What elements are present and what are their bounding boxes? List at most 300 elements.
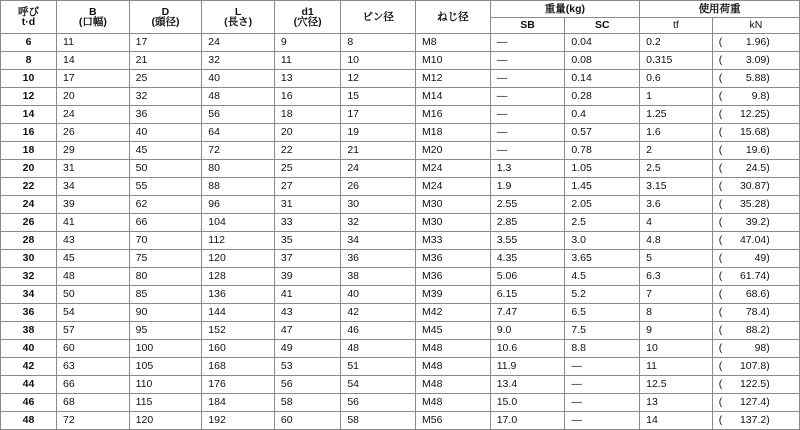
cell-size: 18 xyxy=(1,142,57,160)
cell-tf: 13 xyxy=(640,394,713,412)
table-row xyxy=(1,142,800,160)
cell-d1: 43 xyxy=(274,304,340,322)
cell-sc: 3.65 xyxy=(565,250,640,268)
cell-size: 38 xyxy=(1,322,57,340)
cell-d1: 16 xyxy=(274,88,340,106)
cell-d1: 37 xyxy=(274,250,340,268)
header-kn: kN xyxy=(712,18,799,34)
kn-value: 5.88 xyxy=(745,72,767,85)
cell-sb: 13.4 xyxy=(490,376,565,394)
cell-kn: ( 30.87) xyxy=(712,178,799,196)
cell-l: 48 xyxy=(202,88,275,106)
cell-thread: M39 xyxy=(416,286,491,304)
cell-l: 72 xyxy=(202,142,275,160)
cell-sc: 5.2 xyxy=(565,286,640,304)
cell-pin: 32 xyxy=(341,214,416,232)
cell-sb: 2.85 xyxy=(490,214,565,232)
cell-d1: 22 xyxy=(274,142,340,160)
cell-l: 176 xyxy=(202,376,275,394)
cell-d: 36 xyxy=(129,106,202,124)
cell-b: 41 xyxy=(57,214,130,232)
cell-l: 184 xyxy=(202,394,275,412)
cell-kn: ( 98) xyxy=(712,340,799,358)
cell-pin: 15 xyxy=(341,88,416,106)
cell-b: 34 xyxy=(57,178,130,196)
kn-value: 61.74 xyxy=(739,270,767,283)
cell-sc: 0.14 xyxy=(565,70,640,88)
cell-b: 50 xyxy=(57,286,130,304)
cell-d: 75 xyxy=(129,250,202,268)
cell-kn: ( 61.74) xyxy=(712,268,799,286)
cell-pin: 17 xyxy=(341,106,416,124)
cell-d1: 11 xyxy=(274,52,340,70)
cell-b: 66 xyxy=(57,376,130,394)
table-row xyxy=(1,124,800,142)
cell-sc: — xyxy=(565,376,640,394)
cell-tf: 1.6 xyxy=(640,124,713,142)
cell-sc: — xyxy=(565,412,640,430)
cell-sb: 4.35 xyxy=(490,250,565,268)
cell-sb: — xyxy=(490,88,565,106)
cell-b: 24 xyxy=(57,106,130,124)
header-d1-line1: d1 xyxy=(301,5,314,18)
cell-b: 14 xyxy=(57,52,130,70)
cell-sc: — xyxy=(565,394,640,412)
cell-size: 12 xyxy=(1,88,57,106)
cell-sc: — xyxy=(565,358,640,376)
kn-value: 1.96 xyxy=(745,36,767,49)
cell-pin: 10 xyxy=(341,52,416,70)
kn-value: 3.09 xyxy=(745,54,767,67)
cell-size: 26 xyxy=(1,214,57,232)
cell-d1: 47 xyxy=(274,322,340,340)
cell-l: 144 xyxy=(202,304,275,322)
header-size-line1: 呼び xyxy=(18,5,40,18)
cell-tf: 3.6 xyxy=(640,196,713,214)
cell-thread: M48 xyxy=(416,358,491,376)
cell-b: 17 xyxy=(57,70,130,88)
kn-value: 15.68 xyxy=(739,126,767,139)
cell-tf: 2.5 xyxy=(640,160,713,178)
cell-kn: ( 19.6) xyxy=(712,142,799,160)
cell-sb: — xyxy=(490,70,565,88)
cell-d1: 33 xyxy=(274,214,340,232)
cell-thread: M24 xyxy=(416,178,491,196)
cell-d1: 13 xyxy=(274,70,340,88)
cell-kn: ( 9.8) xyxy=(712,88,799,106)
cell-kn: ( 107.8) xyxy=(712,358,799,376)
table-row xyxy=(1,106,800,124)
table-header xyxy=(1,1,800,34)
cell-pin: 26 xyxy=(341,178,416,196)
kn-value: 107.8 xyxy=(739,360,767,373)
cell-thread: M30 xyxy=(416,214,491,232)
cell-tf: 5 xyxy=(640,250,713,268)
cell-pin: 46 xyxy=(341,322,416,340)
header-size-line2: t·d xyxy=(21,16,36,28)
header-tf: tf xyxy=(640,18,713,34)
cell-b: 43 xyxy=(57,232,130,250)
cell-b: 45 xyxy=(57,250,130,268)
header-l xyxy=(202,1,275,34)
kn-value: 122.5 xyxy=(739,378,767,391)
cell-tf: 10 xyxy=(640,340,713,358)
cell-tf: 1 xyxy=(640,88,713,106)
cell-kn: ( 137.2) xyxy=(712,412,799,430)
cell-tf: 8 xyxy=(640,304,713,322)
cell-tf: 0.6 xyxy=(640,70,713,88)
cell-size: 10 xyxy=(1,70,57,88)
header-d1-line2: (穴径) xyxy=(293,16,322,28)
cell-size: 6 xyxy=(1,34,57,52)
cell-d1: 9 xyxy=(274,34,340,52)
cell-l: 88 xyxy=(202,178,275,196)
cell-size: 32 xyxy=(1,268,57,286)
cell-kn: ( 49) xyxy=(712,250,799,268)
cell-size: 14 xyxy=(1,106,57,124)
cell-thread: M56 xyxy=(416,412,491,430)
kn-value: 39.2 xyxy=(745,216,767,229)
cell-sc: 0.04 xyxy=(565,34,640,52)
cell-sb: 11.9 xyxy=(490,358,565,376)
cell-d: 70 xyxy=(129,232,202,250)
cell-d: 95 xyxy=(129,322,202,340)
cell-kn: ( 3.09) xyxy=(712,52,799,70)
cell-sb: — xyxy=(490,106,565,124)
cell-pin: 34 xyxy=(341,232,416,250)
cell-tf: 7 xyxy=(640,286,713,304)
cell-sb: 1.9 xyxy=(490,178,565,196)
cell-d1: 58 xyxy=(274,394,340,412)
cell-d: 115 xyxy=(129,394,202,412)
cell-pin: 48 xyxy=(341,340,416,358)
cell-sc: 0.08 xyxy=(565,52,640,70)
cell-b: 63 xyxy=(57,358,130,376)
header-thread: ねじ径 xyxy=(416,1,491,34)
table-row xyxy=(1,304,800,322)
cell-pin: 12 xyxy=(341,70,416,88)
cell-tf: 11 xyxy=(640,358,713,376)
cell-kn: ( 24.5) xyxy=(712,160,799,178)
cell-tf: 4.8 xyxy=(640,232,713,250)
table-row xyxy=(1,214,800,232)
cell-d: 17 xyxy=(129,34,202,52)
cell-l: 64 xyxy=(202,124,275,142)
cell-thread: M8 xyxy=(416,34,491,52)
cell-sb: 1.3 xyxy=(490,160,565,178)
cell-kn: ( 122.5) xyxy=(712,376,799,394)
cell-sb: — xyxy=(490,124,565,142)
table-row xyxy=(1,250,800,268)
cell-thread: M48 xyxy=(416,340,491,358)
cell-l: 40 xyxy=(202,70,275,88)
cell-kn: ( 68.6) xyxy=(712,286,799,304)
cell-sb: 7.47 xyxy=(490,304,565,322)
cell-sb: — xyxy=(490,34,565,52)
cell-sc: 2.05 xyxy=(565,196,640,214)
cell-pin: 38 xyxy=(341,268,416,286)
cell-size: 44 xyxy=(1,376,57,394)
cell-tf: 14 xyxy=(640,412,713,430)
header-sc: SC xyxy=(565,18,640,34)
cell-sb: 3.55 xyxy=(490,232,565,250)
cell-sb: — xyxy=(490,52,565,70)
cell-size: 40 xyxy=(1,340,57,358)
header-sb: SB xyxy=(490,18,565,34)
cell-d: 85 xyxy=(129,286,202,304)
cell-tf: 12.5 xyxy=(640,376,713,394)
cell-d: 105 xyxy=(129,358,202,376)
cell-kn: ( 47.04) xyxy=(712,232,799,250)
cell-pin: 42 xyxy=(341,304,416,322)
cell-sb: 15.0 xyxy=(490,394,565,412)
cell-thread: M36 xyxy=(416,268,491,286)
header-d xyxy=(129,1,202,34)
kn-value: 35.28 xyxy=(739,198,767,211)
cell-d1: 35 xyxy=(274,232,340,250)
cell-b: 68 xyxy=(57,394,130,412)
table-row xyxy=(1,160,800,178)
cell-kn: ( 15.68) xyxy=(712,124,799,142)
cell-sb: 17.0 xyxy=(490,412,565,430)
cell-d1: 39 xyxy=(274,268,340,286)
table-row xyxy=(1,340,800,358)
cell-pin: 36 xyxy=(341,250,416,268)
cell-thread: M42 xyxy=(416,304,491,322)
cell-d: 100 xyxy=(129,340,202,358)
cell-l: 112 xyxy=(202,232,275,250)
cell-kn: ( 78.4) xyxy=(712,304,799,322)
cell-b: 20 xyxy=(57,88,130,106)
cell-size: 28 xyxy=(1,232,57,250)
cell-sc: 0.28 xyxy=(565,88,640,106)
cell-d1: 20 xyxy=(274,124,340,142)
cell-tf: 0.315 xyxy=(640,52,713,70)
table-row xyxy=(1,322,800,340)
cell-d: 110 xyxy=(129,376,202,394)
cell-l: 160 xyxy=(202,340,275,358)
table-row xyxy=(1,286,800,304)
header-l-line1: L xyxy=(234,5,242,18)
cell-l: 32 xyxy=(202,52,275,70)
cell-d: 55 xyxy=(129,178,202,196)
cell-sc: 7.5 xyxy=(565,322,640,340)
cell-pin: 56 xyxy=(341,394,416,412)
cell-d: 32 xyxy=(129,88,202,106)
cell-tf: 1.25 xyxy=(640,106,713,124)
cell-l: 120 xyxy=(202,250,275,268)
cell-b: 11 xyxy=(57,34,130,52)
header-d-line1: D xyxy=(161,5,170,18)
cell-size: 30 xyxy=(1,250,57,268)
cell-size: 24 xyxy=(1,196,57,214)
cell-d1: 53 xyxy=(274,358,340,376)
cell-thread: M20 xyxy=(416,142,491,160)
cell-b: 31 xyxy=(57,160,130,178)
kn-value: 98 xyxy=(754,342,767,355)
cell-b: 29 xyxy=(57,142,130,160)
cell-d1: 31 xyxy=(274,196,340,214)
cell-b: 39 xyxy=(57,196,130,214)
cell-d: 80 xyxy=(129,268,202,286)
cell-thread: M14 xyxy=(416,88,491,106)
cell-l: 80 xyxy=(202,160,275,178)
cell-l: 96 xyxy=(202,196,275,214)
cell-d1: 60 xyxy=(274,412,340,430)
cell-d1: 25 xyxy=(274,160,340,178)
cell-sc: 8.8 xyxy=(565,340,640,358)
kn-value: 19.6 xyxy=(745,144,767,157)
cell-b: 26 xyxy=(57,124,130,142)
cell-sc: 1.05 xyxy=(565,160,640,178)
cell-b: 72 xyxy=(57,412,130,430)
cell-size: 36 xyxy=(1,304,57,322)
cell-sc: 0.4 xyxy=(565,106,640,124)
cell-thread: M24 xyxy=(416,160,491,178)
cell-d: 66 xyxy=(129,214,202,232)
cell-d1: 49 xyxy=(274,340,340,358)
cell-size: 42 xyxy=(1,358,57,376)
cell-l: 56 xyxy=(202,106,275,124)
cell-d1: 41 xyxy=(274,286,340,304)
cell-b: 57 xyxy=(57,322,130,340)
cell-pin: 24 xyxy=(341,160,416,178)
cell-d1: 18 xyxy=(274,106,340,124)
cell-thread: M12 xyxy=(416,70,491,88)
cell-kn: ( 39.2) xyxy=(712,214,799,232)
cell-sb: — xyxy=(490,142,565,160)
cell-b: 60 xyxy=(57,340,130,358)
header-weight: 重量(kg) xyxy=(490,1,639,18)
cell-size: 34 xyxy=(1,286,57,304)
cell-pin: 51 xyxy=(341,358,416,376)
cell-d: 120 xyxy=(129,412,202,430)
cell-kn: ( 127.4) xyxy=(712,394,799,412)
table-body xyxy=(1,34,800,430)
cell-thread: M45 xyxy=(416,322,491,340)
cell-size: 20 xyxy=(1,160,57,178)
cell-kn: ( 1.96) xyxy=(712,34,799,52)
cell-tf: 6.3 xyxy=(640,268,713,286)
cell-l: 152 xyxy=(202,322,275,340)
header-size xyxy=(1,1,57,34)
cell-sc: 1.45 xyxy=(565,178,640,196)
kn-value: 127.4 xyxy=(739,396,767,409)
cell-thread: M10 xyxy=(416,52,491,70)
cell-pin: 21 xyxy=(341,142,416,160)
cell-tf: 4 xyxy=(640,214,713,232)
cell-sb: 2.55 xyxy=(490,196,565,214)
cell-thread: M48 xyxy=(416,376,491,394)
cell-pin: 30 xyxy=(341,196,416,214)
kn-value: 88.2 xyxy=(745,324,767,337)
cell-d: 50 xyxy=(129,160,202,178)
cell-d: 40 xyxy=(129,124,202,142)
table-row xyxy=(1,52,800,70)
cell-size: 16 xyxy=(1,124,57,142)
cell-tf: 0.2 xyxy=(640,34,713,52)
kn-value: 49 xyxy=(754,252,767,265)
cell-l: 192 xyxy=(202,412,275,430)
table-row xyxy=(1,178,800,196)
header-b-line2: (口幅) xyxy=(78,16,107,28)
cell-sb: 10.6 xyxy=(490,340,565,358)
cell-pin: 8 xyxy=(341,34,416,52)
cell-l: 104 xyxy=(202,214,275,232)
kn-value: 9.8 xyxy=(751,90,767,103)
kn-value: 78.4 xyxy=(745,306,767,319)
cell-pin: 19 xyxy=(341,124,416,142)
kn-value: 137.2 xyxy=(739,414,767,427)
cell-sc: 4.5 xyxy=(565,268,640,286)
kn-value: 30.87 xyxy=(739,180,767,193)
cell-size: 46 xyxy=(1,394,57,412)
table-row xyxy=(1,412,800,430)
table-row xyxy=(1,34,800,52)
table-row xyxy=(1,196,800,214)
cell-d: 21 xyxy=(129,52,202,70)
cell-l: 136 xyxy=(202,286,275,304)
table-row xyxy=(1,70,800,88)
header-load: 使用荷重 xyxy=(640,1,800,18)
header-d-line2: (頭径) xyxy=(151,16,180,28)
cell-tf: 3.15 xyxy=(640,178,713,196)
cell-kn: ( 12.25) xyxy=(712,106,799,124)
cell-l: 24 xyxy=(202,34,275,52)
header-b-line1: B xyxy=(89,5,97,18)
header-l-line2: (長さ) xyxy=(224,16,253,28)
header-b xyxy=(57,1,130,34)
cell-kn: ( 35.28) xyxy=(712,196,799,214)
cell-sc: 0.57 xyxy=(565,124,640,142)
cell-tf: 9 xyxy=(640,322,713,340)
cell-d: 90 xyxy=(129,304,202,322)
cell-thread: M16 xyxy=(416,106,491,124)
table-row xyxy=(1,358,800,376)
header-pin: ピン径 xyxy=(341,1,416,34)
cell-sb: 9.0 xyxy=(490,322,565,340)
cell-sc: 3.0 xyxy=(565,232,640,250)
cell-sb: 6.15 xyxy=(490,286,565,304)
table-row xyxy=(1,376,800,394)
cell-b: 48 xyxy=(57,268,130,286)
cell-thread: M33 xyxy=(416,232,491,250)
cell-sb: 5.06 xyxy=(490,268,565,286)
cell-l: 128 xyxy=(202,268,275,286)
kn-value: 68.6 xyxy=(745,288,767,301)
cell-d1: 56 xyxy=(274,376,340,394)
table-row xyxy=(1,88,800,106)
cell-sc: 6.5 xyxy=(565,304,640,322)
cell-kn: ( 88.2) xyxy=(712,322,799,340)
kn-value: 12.25 xyxy=(739,108,767,121)
kn-value: 47.04 xyxy=(739,234,767,247)
table-row xyxy=(1,268,800,286)
cell-pin: 54 xyxy=(341,376,416,394)
cell-size: 8 xyxy=(1,52,57,70)
cell-d: 62 xyxy=(129,196,202,214)
cell-b: 54 xyxy=(57,304,130,322)
cell-kn: ( 5.88) xyxy=(712,70,799,88)
cell-d: 45 xyxy=(129,142,202,160)
table-row xyxy=(1,232,800,250)
cell-pin: 40 xyxy=(341,286,416,304)
header-d1 xyxy=(274,1,340,34)
cell-thread: M18 xyxy=(416,124,491,142)
cell-size: 22 xyxy=(1,178,57,196)
cell-d: 25 xyxy=(129,70,202,88)
cell-thread: M30 xyxy=(416,196,491,214)
